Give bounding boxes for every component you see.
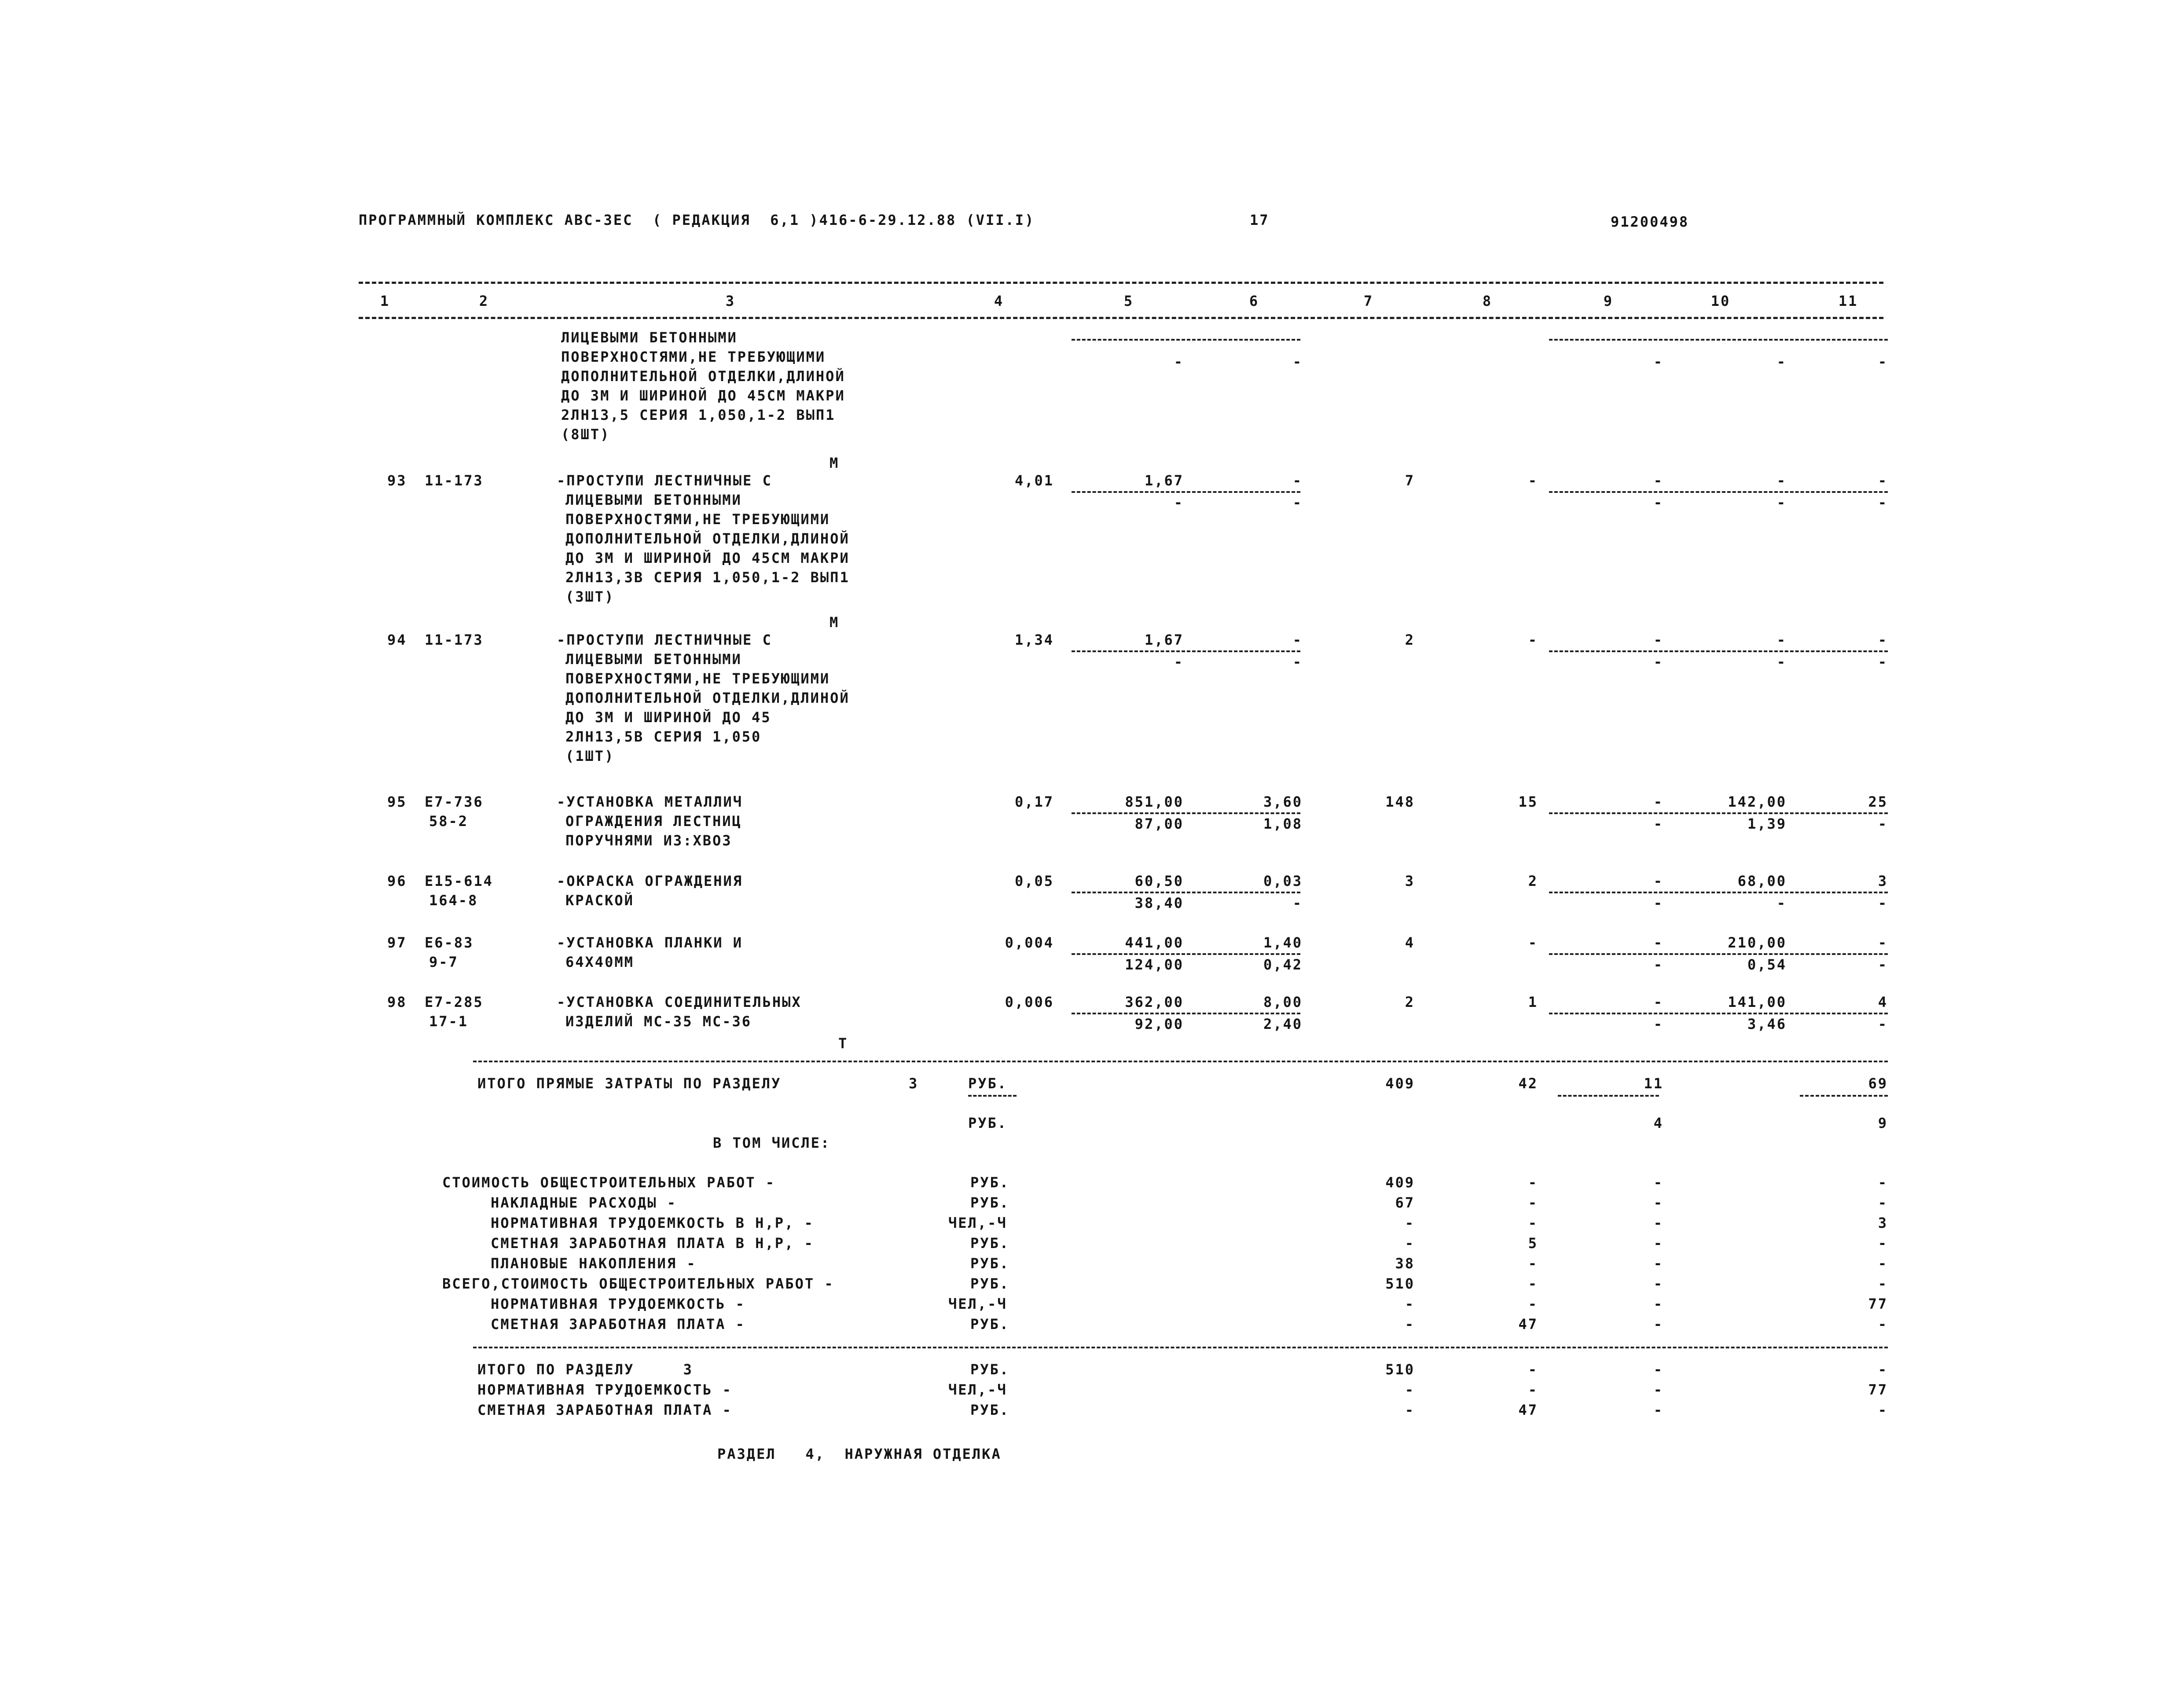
cell-c9: -	[1653, 1316, 1663, 1333]
cell-c7: 7	[1405, 472, 1415, 489]
cell-c11: 77	[1868, 1381, 1888, 1398]
item-number: 96	[387, 873, 407, 889]
column-header-2: 2	[479, 293, 489, 309]
section-total-label: СМЕТНАЯ ЗАРАБОТНАЯ ПЛАТА -	[477, 1402, 732, 1418]
cell-c11: 25	[1868, 793, 1888, 810]
cell-c7: 4	[1405, 934, 1415, 951]
cell-c9: -	[1653, 1296, 1663, 1312]
item-number: 98	[387, 994, 407, 1010]
next-section-heading: РАЗДЕЛ 4, НАРУЖНАЯ ОТДЕЛКА	[717, 1446, 1002, 1462]
cell-c8: -	[1528, 1174, 1538, 1191]
cell-c7: 510	[1385, 1275, 1415, 1292]
section-total-label: ИТОГО ПО РАЗДЕЛУ 3	[477, 1361, 693, 1378]
cell-c5: 851,00	[1125, 793, 1184, 810]
total-rule	[1558, 1095, 1659, 1097]
cell-c11: -	[1878, 353, 1888, 370]
cell-c9: -	[1653, 815, 1663, 832]
cell-c8: 5	[1528, 1235, 1538, 1252]
cell-c11: 3	[1878, 1215, 1888, 1231]
summary-line-label: ВСЕГО,СТОИМОСТЬ ОБЩЕСТРОИТЕЛЬНЫХ РАБОТ -	[442, 1275, 834, 1292]
item-description-line: ДО 3М И ШИРИНОЙ ДО 45СМ МАКРИ	[561, 387, 845, 404]
cell-c11: -	[1878, 1255, 1888, 1272]
cell-c10: -	[1777, 494, 1787, 511]
cell-c6: 3,60	[1263, 793, 1303, 810]
unit-label: ЧЕЛ,-Ч	[948, 1296, 1007, 1312]
cell-c10: -	[1777, 632, 1787, 648]
unit-label: РУБ.	[968, 1075, 1008, 1092]
cell-c5: -	[1174, 353, 1184, 370]
cell-c9: -	[1653, 353, 1663, 370]
item-code: 11-173	[425, 632, 484, 648]
cell-c8: 47	[1518, 1316, 1538, 1333]
item-description-line: 64Х40ММ	[565, 954, 634, 970]
page-number: 17	[1250, 212, 1270, 228]
cell-c9: -	[1653, 1016, 1663, 1032]
item-description-line: ПОВЕРХНОСТЯМИ,НЕ ТРЕБУЮЩИМИ	[565, 670, 830, 687]
cell-c11: 77	[1868, 1296, 1888, 1312]
column-header-10: 10	[1710, 293, 1731, 309]
including-label: В ТОМ ЧИСЛЕ:	[713, 1135, 831, 1151]
cell-c6: 8,00	[1263, 994, 1303, 1010]
cell-c7: 148	[1385, 793, 1415, 810]
column-header-8: 8	[1482, 293, 1493, 309]
item-description-line: -ПРОСТУПИ ЛЕСТНИЧНЫЕ С	[557, 472, 772, 489]
item-code: Е6-83	[425, 934, 474, 951]
cell-c9: -	[1653, 873, 1663, 889]
cell-c11: -	[1878, 654, 1888, 670]
cell-c8: -	[1528, 1255, 1538, 1272]
cell-c9: -	[1653, 1275, 1663, 1292]
cell-c11: 3	[1878, 873, 1888, 889]
cell-c10: 68,00	[1737, 873, 1787, 889]
cell-c5: 362,00	[1125, 994, 1184, 1010]
cell-c8: 1	[1528, 994, 1538, 1010]
cell-c11: -	[1878, 1235, 1888, 1252]
cell-c11: -	[1878, 1275, 1888, 1292]
cell-c4: 0,006	[1005, 994, 1054, 1010]
item-number: 95	[387, 793, 407, 810]
unit-label: РУБ.	[970, 1361, 1010, 1378]
item-marker: Т	[838, 1035, 848, 1052]
cell-c10: -	[1777, 353, 1787, 370]
unit-rule	[968, 1095, 1017, 1097]
item-code: Е7-736	[425, 793, 484, 810]
cell-c5: 60,50	[1134, 873, 1184, 889]
cell-c5: -	[1174, 494, 1184, 511]
cell-c7: -	[1405, 1402, 1415, 1418]
cell-c9: -	[1653, 472, 1663, 489]
cell-c9: -	[1653, 654, 1663, 670]
item-code: Е15-614	[425, 873, 493, 889]
item-description-line: КРАСКОЙ	[565, 892, 634, 909]
item-description-line: (3ШТ)	[565, 588, 615, 605]
unit-label: ЧЕЛ,-Ч	[948, 1215, 1007, 1231]
cell-c11: -	[1878, 815, 1888, 832]
cell-c10: 210,00	[1728, 934, 1787, 951]
cell-c8: 47	[1518, 1402, 1538, 1418]
cell-c11: -	[1878, 1316, 1888, 1333]
cell-c4: 0,17	[1014, 793, 1054, 810]
section-total-rule	[473, 1347, 1888, 1348]
cell-c9: -	[1653, 1194, 1663, 1211]
cell-c10: 1,39	[1747, 815, 1787, 832]
table-top-rule	[359, 282, 1883, 284]
cell-c6: 1,08	[1263, 815, 1303, 832]
program-header: ПРОГРАММНЫЙ КОМПЛЕКС АВС-ЗЕС ( РЕДАКЦИЯ 6,1 )416-6-29.12.88 (VII.I)	[359, 212, 1035, 228]
cell-c7: 409	[1385, 1075, 1415, 1092]
cell-c6: -	[1292, 353, 1303, 370]
cell-c11: -	[1878, 494, 1888, 511]
column-header-4: 4	[994, 293, 1004, 309]
cell-c9: -	[1653, 956, 1663, 973]
column-header-1: 1	[380, 293, 390, 309]
cell-c6: 2,40	[1263, 1016, 1303, 1032]
cell-c8: -	[1528, 1296, 1538, 1312]
cell-c11: 9	[1878, 1115, 1888, 1131]
item-number: 97	[387, 934, 407, 951]
item-description-line: -ПРОСТУПИ ЛЕСТНИЧНЫЕ С	[557, 632, 772, 648]
cell-c8: 15	[1518, 793, 1538, 810]
cell-c9: -	[1653, 1255, 1663, 1272]
cell-c4: 0,05	[1014, 873, 1054, 889]
section-total-label: НОРМАТИВНАЯ ТРУДОЕМКОСТЬ -	[477, 1381, 732, 1398]
document-code: 91200498	[1611, 213, 1689, 230]
item-description-line: (1ШТ)	[565, 748, 615, 764]
cell-c6: -	[1292, 632, 1303, 648]
item-description-line: ДО 3М И ШИРИНОЙ ДО 45	[565, 709, 771, 726]
item-description-line: -УСТАНОВКА СОЕДИНИТЕЛЬНЫХ	[557, 994, 802, 1010]
cell-c11: -	[1878, 934, 1888, 951]
cell-c10: -	[1777, 895, 1787, 911]
item-description-line: (8ШТ)	[561, 426, 610, 443]
cell-c6: 0,42	[1263, 956, 1303, 973]
unit-label: ЧЕЛ,-Ч	[948, 1381, 1007, 1398]
cell-c11: 69	[1868, 1075, 1888, 1092]
cell-c6: 1,40	[1263, 934, 1303, 951]
cell-c6: 0,03	[1263, 873, 1303, 889]
cell-c9: -	[1653, 1235, 1663, 1252]
cell-c11: -	[1878, 1402, 1888, 1418]
cell-c9: -	[1653, 1174, 1663, 1191]
cell-c9: -	[1653, 793, 1663, 810]
item-marker: М	[830, 614, 840, 631]
summary-line-label: СМЕТНАЯ ЗАРАБОТНАЯ ПЛАТА В Н,Р, -	[491, 1235, 814, 1252]
cell-c4: 4,01	[1014, 472, 1054, 489]
cell-c7: -	[1405, 1215, 1415, 1231]
cell-c7: 2	[1405, 994, 1415, 1010]
item-code: 58-2	[429, 813, 469, 830]
item-description-line: -ОКРАСКА ОГРАЖДЕНИЯ	[557, 873, 743, 889]
cell-c9: -	[1653, 994, 1663, 1010]
item-description-line: ДО 3М И ШИРИНОЙ ДО 45СМ МАКРИ	[565, 550, 850, 566]
cell-c8: -	[1528, 632, 1538, 648]
column-header-3: 3	[725, 293, 736, 309]
summary-line-label: НАКЛАДНЫЕ РАСХОДЫ -	[491, 1194, 677, 1211]
cell-c9: -	[1653, 895, 1663, 911]
item-description-line: ИЗДЕЛИЙ МС-35 МС-36	[565, 1013, 752, 1030]
cell-c8: -	[1528, 1361, 1538, 1378]
column-header-5: 5	[1123, 293, 1134, 309]
item-description-line: -УСТАНОВКА МЕТАЛЛИЧ	[557, 793, 743, 810]
cell-c7: -	[1405, 1316, 1415, 1333]
item-description-line: ПОВЕРХНОСТЯМИ,НЕ ТРЕБУЮЩИМИ	[561, 349, 826, 365]
unit-label: РУБ.	[970, 1174, 1010, 1191]
unit-label: РУБ.	[970, 1402, 1010, 1418]
item-description-line: 2ЛН13,5В СЕРИЯ 1,050	[565, 728, 762, 745]
cell-c11: -	[1878, 1361, 1888, 1378]
unit-label: РУБ.	[970, 1235, 1010, 1252]
cell-c11: -	[1878, 1174, 1888, 1191]
unit-label: РУБ.	[968, 1115, 1008, 1131]
total-rule	[1800, 1095, 1888, 1097]
cell-c9: -	[1653, 934, 1663, 951]
column-header-9: 9	[1603, 293, 1614, 309]
cell-c7: -	[1405, 1296, 1415, 1312]
unit-cost-rule	[1072, 339, 1300, 341]
cell-c8: -	[1528, 1275, 1538, 1292]
item-code: 11-173	[425, 472, 484, 489]
item-description-line: ЛИЦЕВЫМИ БЕТОННЫМИ	[565, 492, 742, 508]
cell-c8: -	[1528, 1381, 1538, 1398]
cell-c7: 67	[1395, 1194, 1415, 1211]
cell-c7: 38	[1395, 1255, 1415, 1272]
unit-label: РУБ.	[970, 1316, 1010, 1333]
item-code: 164-8	[429, 892, 478, 909]
cell-c8: -	[1528, 1194, 1538, 1211]
cell-c5: 124,00	[1125, 956, 1184, 973]
cell-c9: 4	[1653, 1115, 1663, 1131]
summary-line-label: СТОИМОСТЬ ОБЩЕСТРОИТЕЛЬНЫХ РАБОТ -	[442, 1174, 776, 1191]
item-description-line: ПОВЕРХНОСТЯМИ,НЕ ТРЕБУЮЩИМИ	[565, 511, 830, 528]
item-marker: М	[830, 455, 840, 471]
cell-c7: -	[1405, 1381, 1415, 1398]
cell-c10: -	[1777, 472, 1787, 489]
item-description-line: ЛИЦЕВЫМИ БЕТОННЫМИ	[561, 329, 738, 346]
section-total-rule	[473, 1061, 1888, 1062]
cell-c4: 1,34	[1014, 632, 1054, 648]
cell-c11: -	[1878, 472, 1888, 489]
item-description-line: ДОПОЛНИТЕЛЬНОЙ ОТДЕЛКИ,ДЛИНОЙ	[565, 530, 850, 547]
cell-c7: -	[1405, 1235, 1415, 1252]
cell-c6: -	[1292, 494, 1303, 511]
unit-label: РУБ.	[970, 1255, 1010, 1272]
cell-c10: 141,00	[1728, 994, 1787, 1010]
cell-c11: -	[1878, 632, 1888, 648]
item-description-line: ДОПОЛНИТЕЛЬНОЙ ОТДЕЛКИ,ДЛИНОЙ	[561, 368, 845, 385]
cell-c5: -	[1174, 654, 1184, 670]
cell-c8: -	[1528, 1215, 1538, 1231]
cell-c11: -	[1878, 956, 1888, 973]
cell-c5: 87,00	[1134, 815, 1184, 832]
cell-c9: -	[1653, 632, 1663, 648]
cell-c11: 4	[1878, 994, 1888, 1010]
cell-c9: -	[1653, 1402, 1663, 1418]
cell-c7: 510	[1385, 1361, 1415, 1378]
unit-cost-rule	[1549, 339, 1888, 341]
column-header-11: 11	[1838, 293, 1858, 309]
item-description-line: 2ЛН13,3В СЕРИЯ 1,050,1-2 ВЫП1	[565, 569, 850, 586]
item-code: 17-1	[429, 1013, 469, 1030]
cell-c9: -	[1653, 1381, 1663, 1398]
summary-line-label: НОРМАТИВНАЯ ТРУДОЕМКОСТЬ В Н,Р, -	[491, 1215, 814, 1231]
cell-c7: 2	[1405, 632, 1415, 648]
cell-c9: -	[1653, 1215, 1663, 1231]
table-header-rule	[359, 317, 1883, 319]
cell-c5: 1,67	[1144, 472, 1184, 489]
cell-c7: 3	[1405, 873, 1415, 889]
cell-c4: 0,004	[1005, 934, 1054, 951]
item-description-line: ЛИЦЕВЫМИ БЕТОННЫМИ	[565, 651, 742, 668]
column-header-6: 6	[1249, 293, 1259, 309]
cell-c7: 409	[1385, 1174, 1415, 1191]
summary-line-label: СМЕТНАЯ ЗАРАБОТНАЯ ПЛАТА -	[491, 1316, 745, 1333]
item-code: Е7-285	[425, 994, 484, 1010]
item-description-line: 2ЛН13,5 СЕРИЯ 1,050,1-2 ВЫП1	[561, 407, 836, 423]
item-number: 94	[387, 632, 407, 648]
cell-c10: 3,46	[1747, 1016, 1787, 1032]
cell-c10: -	[1777, 654, 1787, 670]
cell-c5: 441,00	[1125, 934, 1184, 951]
cell-c10: 142,00	[1728, 793, 1787, 810]
cell-c8: -	[1528, 472, 1538, 489]
column-header-7: 7	[1363, 293, 1374, 309]
cell-c9: -	[1653, 494, 1663, 511]
item-description-line: ОГРАЖДЕНИЯ ЛЕСТНИЦ	[565, 813, 742, 830]
cell-c6: -	[1292, 472, 1303, 489]
summary-line-label: НОРМАТИВНАЯ ТРУДОЕМКОСТЬ -	[491, 1296, 745, 1312]
cell-c6: -	[1292, 895, 1303, 911]
section-number: 3	[909, 1075, 919, 1092]
direct-costs-total-label: ИТОГО ПРЯМЫЕ ЗАТРАТЫ ПО РАЗДЕЛУ	[477, 1075, 782, 1092]
unit-label: РУБ.	[970, 1275, 1010, 1292]
cell-c5: 38,40	[1134, 895, 1184, 911]
cell-c8: -	[1528, 934, 1538, 951]
summary-line-label: ПЛАНОВЫЕ НАКОПЛЕНИЯ -	[491, 1255, 697, 1272]
item-code: 9-7	[429, 954, 459, 970]
item-description-line: -УСТАНОВКА ПЛАНКИ И	[557, 934, 743, 951]
cell-c11: -	[1878, 1016, 1888, 1032]
cell-c5: 1,67	[1144, 632, 1184, 648]
cell-c10: 0,54	[1747, 956, 1787, 973]
cell-c6: -	[1292, 654, 1303, 670]
cell-c9: -	[1653, 1361, 1663, 1378]
cell-c9: 11	[1644, 1075, 1663, 1092]
cell-c8: 42	[1518, 1075, 1538, 1092]
cell-c11: -	[1878, 1194, 1888, 1211]
cell-c11: -	[1878, 895, 1888, 911]
cell-c5: 92,00	[1134, 1016, 1184, 1032]
item-number: 93	[387, 472, 407, 489]
unit-label: РУБ.	[970, 1194, 1010, 1211]
item-description-line: ПОРУЧНЯМИ ИЗ:ХВОЗ	[565, 832, 732, 849]
item-description-line: ДОПОЛНИТЕЛЬНОЙ ОТДЕЛКИ,ДЛИНОЙ	[565, 690, 850, 706]
cell-c8: 2	[1528, 873, 1538, 889]
